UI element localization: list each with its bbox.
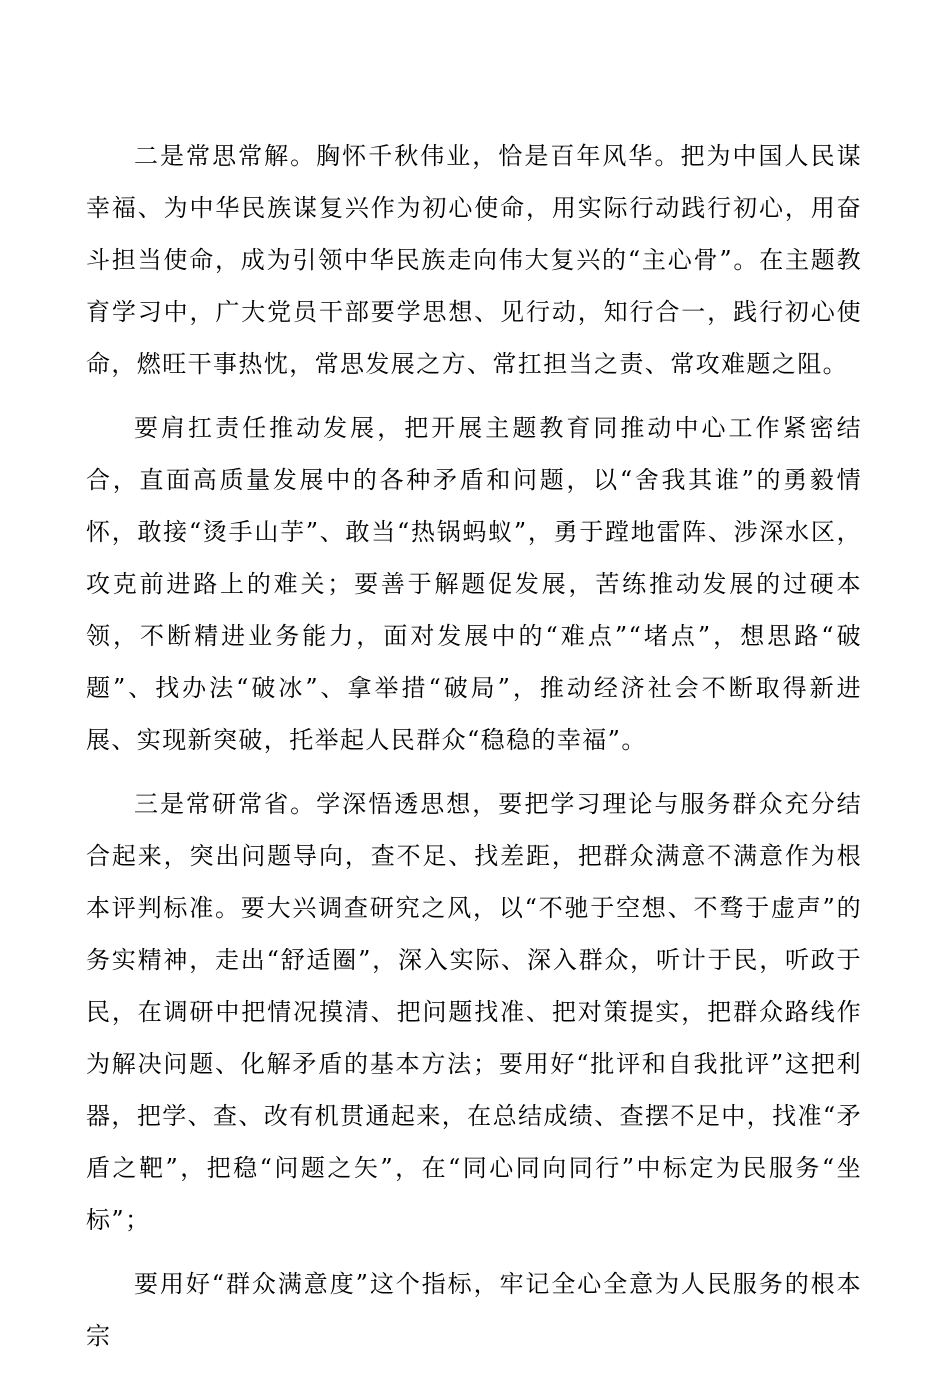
paragraph-1: 二是常思常解。胸怀千秋伟业，恰是百年风华。把为中国人民谋幸福、为中华民族谋复兴作为初心使命，用实际行动践行初心，用奋斗担当使命，成为引领中华民族走向伟大复兴的“主心骨”。在主题教育学习中，广大党员干部要学思想、见行动，知行合一，践行初心使命，燃旺干事热忱，常思发展之方、常扛担当之责、常攻难题之阻。 bbox=[86, 142, 862, 378]
document-body bbox=[86, 130, 862, 1374]
paragraph-3: 三是常研常省。学深悟透思想，要把学习理论与服务群众充分结合起来，突出问题导向，查不足、找差距，把群众满意不满意作为根本评判标准。要大兴调查研究之风，以“不驰于空想、不骛于虚声”的务实精神，走出“舒适圈”，深入实际、深入群众，听计于民，听政于民，在调研中把情况摸清、把问题找准、把对策提实，把群众路线作为解决问题、化解矛盾的基本方法；要用好“批评和自我批评”这把利器，把学、查、改有机贯通起来，在总结成绩、查摆不足中，找准“矛盾之靶”，把稳“问题之矢”，在“同心同向同行”中标定为民服务“坐标”； bbox=[86, 790, 862, 1234]
paragraph-4: 要用好“群众满意度”这个指标，牢记全心全意为人民服务的根本宗 bbox=[86, 1270, 862, 1350]
paragraph-2: 要肩扛责任推动发展，把开展主题教育同推动中心工作紧密结合，直面高质量发展中的各种矛盾和问题，以“舍我其谁”的勇毅情怀，敢接“烫手山芋”、敢当“热锅蚂蚁”，勇于蹚地雷阵、涉深水区，攻克前进路上的难关；要善于解题促发展，苦练推动发展的过硬本领，不断精进业务能力，面对发展中的“难点”“堵点”，想思路“破题”、找办法“破冰”、拿举措“破局”，推动经济社会不断取得新进展、实现新突破，托举起人民群众“稳稳的幸福”。 bbox=[86, 414, 862, 754]
